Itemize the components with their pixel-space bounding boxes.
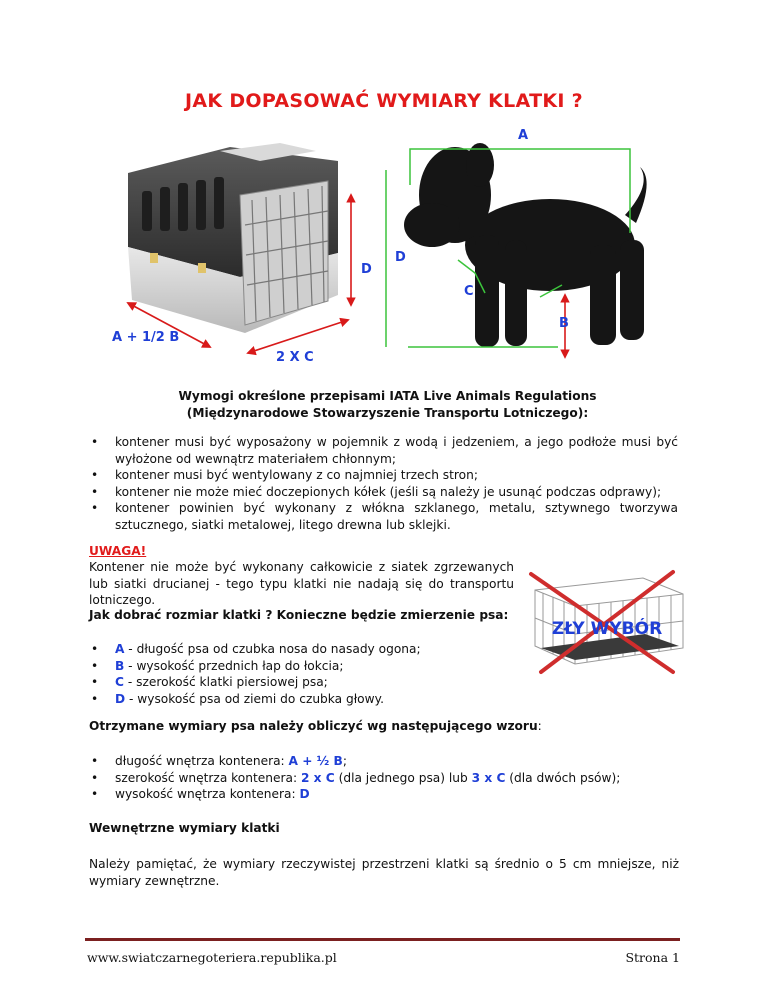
- measure-item-c: • C - szerokość klatki piersiowej psa;: [115, 674, 515, 691]
- formula-length: • długość wnętrza kontenera: A + ½ B;: [115, 753, 695, 770]
- iata-heading-line2: (Międzynarodowe Stowarzyszenie Transportu Lotniczego):: [186, 405, 589, 420]
- bad-choice-label: ZŁY WYBÓR: [551, 619, 663, 639]
- page-title: JAK DOPASOWAĆ WYMIARY KLATKI ?: [185, 90, 583, 112]
- list-item: • kontener nie może mieć doczepionych kółek (jeśli są należy je usunąć podczas odprawy);: [115, 484, 678, 501]
- inner-text: Należy pamiętać, że wymiary rzeczywistej przestrzeni klatki są średnio o 5 cm mniejsze, niż wymiary zewnętrzne.: [89, 857, 679, 888]
- dog-image: [404, 143, 647, 347]
- label-d-dog: D: [395, 250, 406, 265]
- dimensions-figure: [80, 125, 700, 370]
- iata-heading-line1: Wymogi określone przepisami IATA Live Animals Regulations: [178, 389, 597, 403]
- footer-url: www.swiatczarnegoteriera.republika.pl: [87, 950, 337, 965]
- label-a: A: [518, 128, 529, 143]
- measure-list: [115, 641, 515, 707]
- warning-text: Kontener nie może być wykonany całkowicie z siatek zgrzewanych lub siatki drucianej - tego typu klatki nie nadają się do transportu lotniczego.: [89, 560, 514, 607]
- label-a-half-b: A + 1/2 B: [112, 330, 180, 345]
- label-c: C: [464, 284, 474, 299]
- page-number: Strona 1: [625, 950, 680, 965]
- list-item: • kontener musi być wyposażony w pojemnik z wodą i jedzeniem, a jego podłoże musi być wyłożone od wewnątrz materiałem chłonnym;: [115, 434, 678, 467]
- measure-heading: Jak dobrać rozmiar klatki ? Konieczne będzie zmierzenie psa:: [89, 608, 509, 622]
- warning-label: UWAGA!: [89, 544, 147, 558]
- inner-heading: Wewnętrzne wymiary klatki: [89, 821, 280, 835]
- requirements-list: [115, 434, 678, 533]
- formula-width: • szerokość wnętrza kontenera: 2 x C (dla jednego psa) lub 3 x C (dla dwóch psów);: [115, 770, 695, 787]
- iata-heading: [80, 388, 695, 421]
- formula-heading: Otrzymane wymiary psa należy obliczyć wg następującego wzoru:: [89, 719, 542, 733]
- wire-crate-image: [523, 568, 691, 676]
- label-2xc: 2 X C: [276, 350, 314, 365]
- measure-item-a: • A - długość psa od czubka nosa do nasady ogona;: [115, 641, 515, 658]
- footer-divider: [85, 938, 680, 941]
- formula-list: [115, 753, 695, 803]
- pet-carrier-image: [128, 143, 338, 333]
- list-item: • kontener powinien być wykonany z włókna szklanego, metalu, sztywnego tworzywa sztucznego, siatki metalowej, litego drewna lub sklejki.: [115, 500, 678, 533]
- measure-item-b: • B - wysokość przednich łap do łokcia;: [115, 658, 515, 675]
- list-item: • kontener musi być wentylowany z co najmniej trzech stron;: [115, 467, 678, 484]
- formula-height: • wysokość wnętrza kontenera: D: [115, 786, 695, 803]
- label-d-crate: D: [361, 262, 372, 277]
- measure-item-d: • D - wysokość psa od ziemi do czubka głowy.: [115, 691, 515, 708]
- label-b: B: [559, 316, 569, 331]
